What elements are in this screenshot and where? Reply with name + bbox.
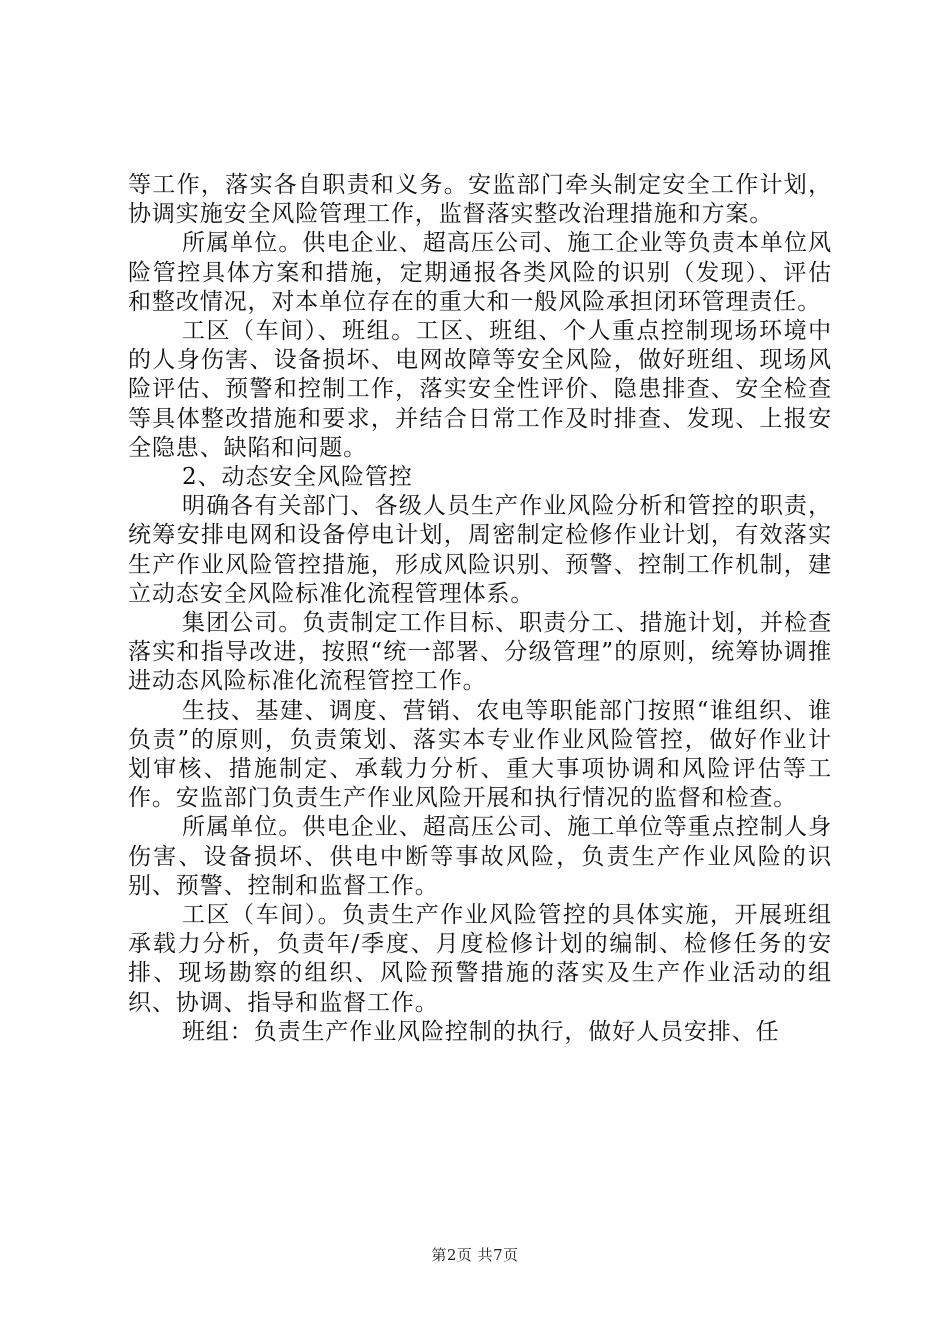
section-heading: 2、动态安全风险管控 — [182, 464, 413, 491]
paragraph-7: 生技、基建、调度、营销、农电等职能部门按照“谁组织、谁负责”的原则，负责策划、落实本专业作业风险管控，做好作业计划审核、措施制定、承载力分析、重大事项协调和风险评估等工作。安监部门负责生产作业风险开展和执行情况的监督和检查。 — [128, 697, 832, 812]
paragraph-2: 所属单位。供电企业、超高压公司、施工企业等负责本单位风险管控具体方案和措施，定期通报各类风险的识别（发现）、评估和整改情况，对本单位存在的重大和一般风险承担闭环管理责任。 — [128, 230, 832, 315]
paragraph-3: 工区（车间）、班组。工区、班组、个人重点控制现场环境中的人身伤害、设备损坏、电网故障等安全风险，做好班组、现场风险评估、预警和控制工作，落实安全性评价、隐患排查、安全检查等具体整改措施和要求，并结合日常工作及时排查、发现、上报安全隐患、缺陷和问题。 — [128, 318, 832, 461]
paragraph-9: 工区（车间）。负责生产作业风险管控的具体实施，开展班组承载力分析，负责年/季度、月度检修计划的编制、检修任务的安排、现场勘察的组织、风险预警措施的落实及生产作业活动的组织、协调、指导和监督工作。 — [128, 902, 832, 1016]
paragraph-6: 集团公司。负责制定工作目标、职责分工、措施计划，并检查落实和指导改进，按照“统一部署、分级管理”的原则，统筹协调推进动态风险标准化流程管控工作。 — [128, 610, 832, 695]
paragraph-10: 班组：负责生产作业风险控制的执行，做好人员安排、任 — [182, 1018, 780, 1045]
paragraph-5: 明确各有关部门、各级人员生产作业风险分析和管控的职责，统筹安排电网和设备停电计划，周密制定检修作业计划，有效落实生产作业风险管控措施，形成风险识别、预警、控制工作机制，建立动态安全风险标准化流程管理体系。 — [128, 493, 832, 607]
page-number-footer: 第2页 共7页 — [431, 1246, 519, 1264]
paragraph-8: 所属单位。供电企业、超高压公司、施工单位等重点控制人身伤害、设备损坏、供电中断等事故风险，负责生产作业风险的识别、预警、控制和监督工作。 — [128, 814, 832, 899]
paragraph-1: 等工作，落实各自职责和义务。安监部门牵头制定安全工作计划，协调实施安全风险管理工作，监督落实整改治理措施和方案。 — [128, 172, 832, 228]
document-body — [128, 171, 832, 1047]
